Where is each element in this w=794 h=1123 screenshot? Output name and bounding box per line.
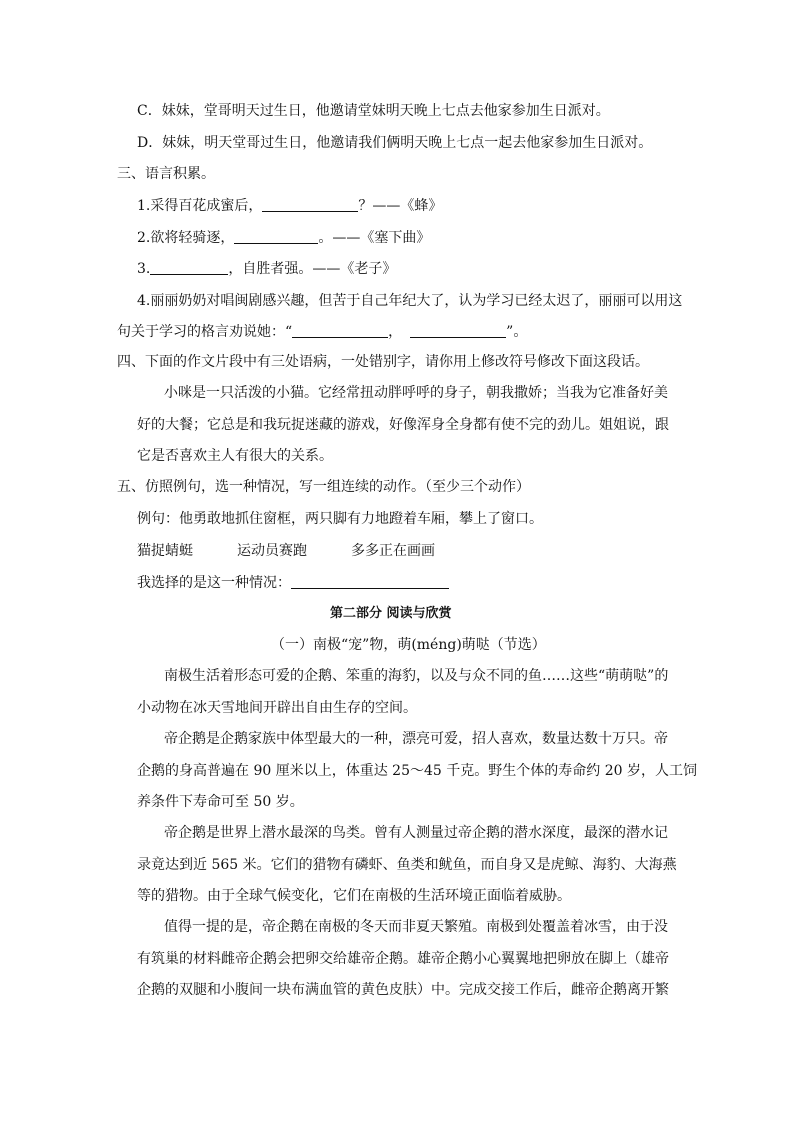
option-d: D．妹妹，明天堂哥过生日，他邀请我们俩明天晚上七点一起去他家参加生日派对。 — [137, 135, 653, 151]
item4-prefix: 句关于学习的格言劝说她：“ — [117, 324, 293, 340]
option-drawing[interactable]: 多多正在画画 — [351, 543, 435, 559]
answer-blank[interactable] — [410, 323, 506, 338]
answer-blank[interactable] — [234, 229, 318, 244]
section5-example: 例句：他勇敢地抓住窗框，两只脚有力地蹬着车厢，攀上了窗口。 — [137, 511, 543, 527]
item4-separator: ， — [388, 324, 403, 340]
passage-p2-line1: 帝企鹅是企鹅家族中体型最大的一种，漂亮可爱，招人喜欢，数量达数十万只。帝 — [164, 731, 668, 747]
passage-p2-line3: 养条件下寿命可至 50 岁。 — [137, 794, 304, 810]
section3-heading: 三、语言积累。 — [117, 166, 215, 182]
passage-p4-line1: 值得一提的是，帝企鹅在南极的冬天而非夏天繁殖。南极到处覆盖着冰雪，由于没 — [164, 919, 668, 935]
passage-p4-line2: 有筑巢的材料雌帝企鹅会把卵交给雄帝企鹅。雄帝企鹅小心翼翼地把卵放在脚上（雄帝 — [137, 951, 669, 967]
item2-prefix: 2.欲将轻骑逐， — [137, 230, 235, 246]
section4-line2: 好的大餐；它总是和我玩捉迷藏的游戏，好像浑身全身都有使不完的劲儿。姐姐说，跟 — [137, 417, 669, 433]
part2-title: 第二部分 阅读与欣赏 — [330, 606, 452, 621]
answer-blank[interactable] — [262, 197, 358, 212]
passage-p1-line2: 小动物在冰天雪地间开辟出自由生存的空间。 — [137, 700, 417, 716]
option-runner[interactable]: 运动员赛跑 — [237, 543, 307, 559]
answer-blank[interactable] — [292, 323, 388, 338]
passage-title: （一）南极“宠”物，萌(méng)萌哒（节选） — [271, 637, 546, 653]
option-cat[interactable]: 猫捉蜻蜓 — [137, 543, 193, 559]
passage-p3-line2: 录竟达到近 565 米。它们的猎物有磷虾、鱼类和鱿鱼，而自身又是虎鲸、海豹、大海燕 — [137, 857, 677, 873]
passage-p1-line1: 南极生活着形态可爱的企鹅、笨重的海豹，以及与众不同的鱼……这些“萌萌哒”的 — [164, 668, 669, 684]
section5-options — [137, 541, 435, 561]
section4-line1: 小咪是一只活泼的小猫。它经常扭动胖呼呼的身子，朝我撒娇；当我为它准备好美 — [164, 385, 668, 401]
section3-item2 — [137, 228, 430, 248]
item4-suffix: ”。 — [506, 324, 528, 340]
item3-suffix: ，自胜者强。——《老子》 — [228, 261, 397, 277]
item1-prefix: 1.采得百花成蜜后， — [137, 198, 263, 214]
answer-blank[interactable] — [291, 574, 449, 589]
section5-heading: 五、仿照例句，选一种情况，写一组连续的动作。（至少三个动作） — [117, 479, 530, 495]
item1-suffix: ？——《蜂》 — [358, 198, 443, 214]
item2-suffix: 。——《塞下曲》 — [318, 230, 431, 246]
section3-item4-line2 — [117, 322, 527, 342]
answer-blank[interactable] — [150, 260, 228, 275]
passage-p3-line1: 帝企鹅是世界上潜水最深的鸟类。曾有人测量过帝企鹅的潜水深度，最深的潜水记 — [164, 825, 668, 841]
section4-heading: 四、下面的作文片段中有三处语病，一处错别字，请你用上修改符号修改下面这段话。 — [117, 354, 649, 370]
section5-choice — [137, 573, 449, 593]
choice-label: 我选择的是这一种情况： — [137, 575, 291, 591]
section4-line3: 它是否喜欢主人有很大的关系。 — [137, 448, 333, 464]
passage-p4-line3: 企鹅的双腿和小腹间一块布满血管的黄色皮肤）中。完成交接工作后，雌帝企鹅离开繁 — [137, 982, 669, 998]
passage-p3-line3: 等的猎物。由于全球气候变化，它们在南极的生活环境正面临着威胁。 — [137, 888, 571, 904]
passage-p2-line2: 企鹅的身高普遍在 90 厘米以上，体重达 25～45 千克。野生个体的寿命约 20 岁，人工饲 — [137, 763, 697, 779]
option-c: C．妹妹，堂哥明天过生日，他邀请堂妹明天晚上七点去他家参加生日派对。 — [137, 103, 610, 119]
section3-item4-line1: 4.丽丽奶奶对唱闽剧感兴趣，但苦于自己年纪大了，认为学习已经太迟了，丽丽可以用这 — [137, 293, 683, 309]
section3-item3 — [137, 259, 396, 279]
item3-prefix: 3. — [137, 261, 151, 277]
section3-item1 — [137, 196, 442, 216]
